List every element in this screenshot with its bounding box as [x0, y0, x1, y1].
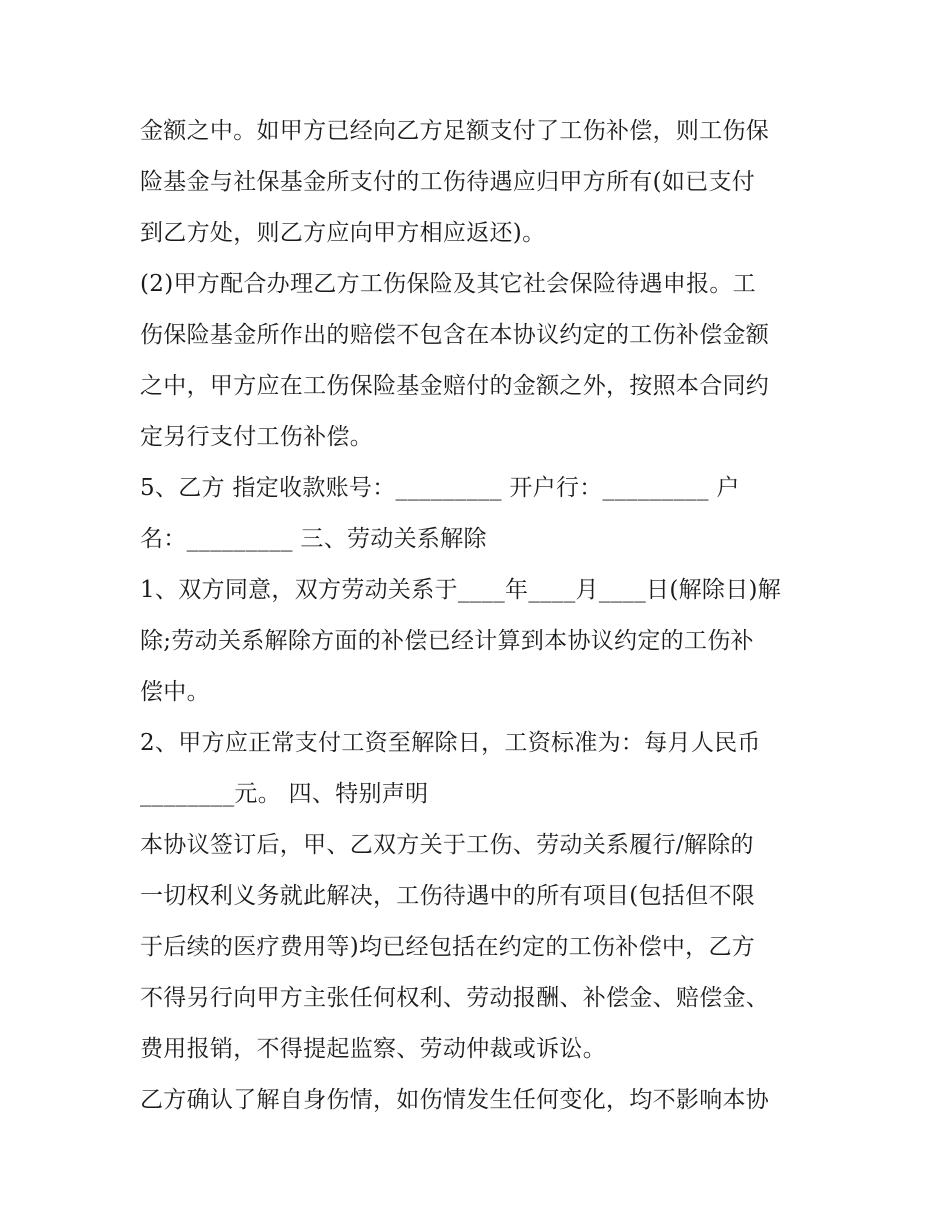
text-line: 金额之中。如甲方已经向乙方足额支付了工伤补偿，则工伤保	[140, 118, 770, 144]
text-line: ________元。 四、特别声明	[140, 781, 429, 807]
text-line: 除;劳动关系解除方面的补偿已经计算到本协议约定的工伤补	[140, 628, 754, 654]
text-line: 定另行支付工伤补偿。	[140, 424, 373, 450]
text-line: 到乙方处，则乙方应向甲方相应返还)。	[140, 220, 546, 246]
text-line: 于后续的医疗费用等)均已经包括在约定的工伤补偿中，乙方	[140, 934, 756, 960]
text-line: 之中，甲方应在工伤保险基金赔付的金额之外，按照本合同约	[140, 373, 770, 399]
document-body	[140, 106, 820, 1126]
text-line: 一切权利义务就此解决，工伤待遇中的所有项目(包括但不限	[140, 883, 756, 909]
text-line: 乙方确认了解自身伤情，如伤情发生任何变化，均不影响本协	[140, 1087, 770, 1113]
text-line: 5、乙方 指定收款账号：_________ 开户行：_________ 户	[140, 475, 740, 501]
text-line: 本协议签订后，甲、乙双方关于工伤、劳动关系履行/解除的	[140, 832, 754, 858]
text-line: 不得另行向甲方主张任何权利、劳动报酬、补偿金、赔偿金、	[140, 985, 770, 1011]
text-line: (2)甲方配合办理乙方工伤保险及其它社会保险待遇申报。工	[140, 271, 756, 297]
text-line: 名：_________ 三、劳动关系解除	[140, 526, 487, 552]
text-line: 险基金与社保基金所支付的工伤待遇应归甲方所有(如已支付	[140, 169, 756, 195]
text-line: 偿中。	[140, 679, 210, 705]
text-line: 伤保险基金所作出的赔偿不包含在本协议约定的工伤补偿金额	[140, 322, 770, 348]
text-line: 1、双方同意，双方劳动关系于____年____月____日(解除日)解	[140, 577, 782, 603]
text-line: 费用报销，不得提起监察、劳动仲裁或诉讼。	[140, 1036, 606, 1062]
text-line: 2、甲方应正常支付工资至解除日，工资标准为：每月人民币	[140, 730, 761, 756]
